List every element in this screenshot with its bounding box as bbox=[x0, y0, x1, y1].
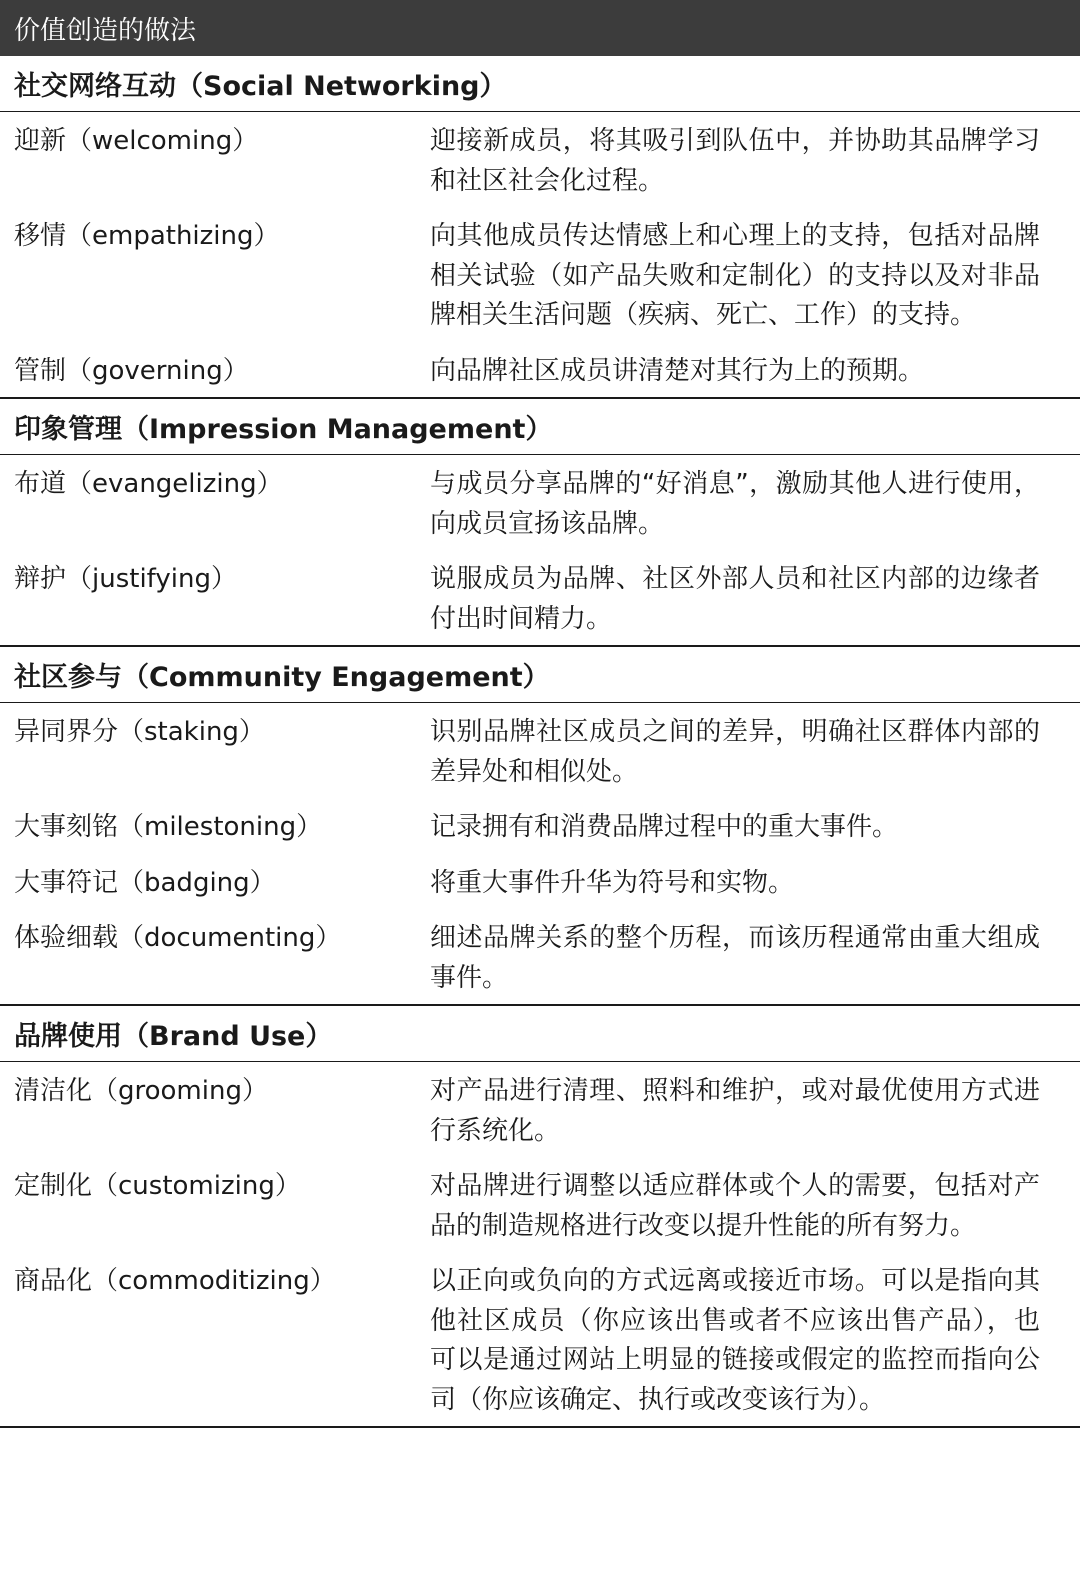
section-rows bbox=[0, 703, 1080, 1004]
practice-description: 细述品牌关系的整个历程，而该历程通常由重大组成事件。 bbox=[430, 923, 1040, 993]
practice-description: 对品牌进行调整以适应群体或个人的需要，包括对产品的制造规格进行改变以提升性能的所有努力。 bbox=[430, 1171, 1040, 1241]
section-rows bbox=[0, 455, 1080, 645]
practice-term: 移情（empathizing） bbox=[14, 221, 280, 251]
practice-description: 以正向或负向的方式远离或接近市场。可以是指向其他社区成员（你应该出售或者不应该出售产品），也可以是通过网站上明显的链接或假定的监控而指向公司（你应该确定、执行或改变该行为）。 bbox=[430, 1266, 1040, 1415]
section-title: 社交网络互动（Social Networking） bbox=[0, 56, 1080, 112]
practice-description: 迎接新成员，将其吸引到队伍中，并协助其品牌学习和社区社会化过程。 bbox=[430, 126, 1040, 196]
practice-term: 辩护（justifying） bbox=[14, 564, 237, 594]
table-row bbox=[0, 560, 1080, 639]
section-title: 印象管理（Impression Management） bbox=[0, 399, 1080, 455]
table-row bbox=[0, 217, 1080, 336]
practice-term: 定制化（customizing） bbox=[14, 1171, 301, 1201]
section-title: 社区参与（Community Engagement） bbox=[0, 647, 1080, 703]
practice-term: 大事刻铭（milestoning） bbox=[14, 812, 323, 842]
practice-description: 向品牌社区成员讲清楚对其行为上的预期。 bbox=[430, 355, 925, 386]
table-row bbox=[0, 864, 1080, 904]
practice-term: 体验细载（documenting） bbox=[14, 923, 342, 953]
table-title: 价值创造的做法 bbox=[14, 15, 197, 46]
section-rows bbox=[0, 112, 1080, 397]
practice-description: 对产品进行清理、照料和维护，或对最优使用方式进行系统化。 bbox=[430, 1076, 1040, 1146]
table-row bbox=[0, 1262, 1080, 1420]
table-row bbox=[0, 713, 1080, 792]
practice-term: 清洁化（grooming） bbox=[14, 1076, 268, 1106]
practice-description: 与成员分享品牌的“好消息”，激励其他人进行使用，向成员宣扬该品牌。 bbox=[430, 469, 1040, 539]
practice-description: 将重大事件升华为符号和实物。 bbox=[430, 867, 795, 898]
section-community-engagement bbox=[0, 647, 1080, 1006]
table-row bbox=[0, 465, 1080, 544]
table-row bbox=[0, 1072, 1080, 1151]
section-brand-use bbox=[0, 1006, 1080, 1428]
practice-description: 识别品牌社区成员之间的差异，明确社区群体内部的差异处和相似处。 bbox=[430, 717, 1040, 787]
section-title: 品牌使用（Brand Use） bbox=[0, 1006, 1080, 1062]
practice-description: 记录拥有和消费品牌过程中的重大事件。 bbox=[430, 812, 899, 842]
section-rows bbox=[0, 1062, 1080, 1426]
practice-term: 管制（governing） bbox=[14, 355, 249, 386]
table-row bbox=[0, 352, 1080, 392]
practice-term: 异同界分（staking） bbox=[14, 717, 265, 747]
section-social-networking bbox=[0, 56, 1080, 399]
table-row bbox=[0, 919, 1080, 998]
table-header bbox=[0, 0, 1080, 56]
practice-term: 商品化（commoditizing） bbox=[14, 1266, 336, 1296]
section-impression-management bbox=[0, 399, 1080, 647]
practice-description: 向其他成员传达情感上和心理上的支持，包括对品牌相关试验（如产品失败和定制化）的支持以及对非品牌相关生活问题（疾病、死亡、工作）的支持。 bbox=[430, 221, 1040, 330]
table-row bbox=[0, 1167, 1080, 1246]
practice-term: 大事符记（badging） bbox=[14, 867, 276, 898]
practice-description: 说服成员为品牌、社区外部人员和社区内部的边缘者付出时间精力。 bbox=[430, 564, 1040, 634]
practice-term: 迎新（welcoming） bbox=[14, 126, 259, 156]
practice-term: 布道（evangelizing） bbox=[14, 469, 283, 499]
table-row bbox=[0, 808, 1080, 848]
table-row bbox=[0, 122, 1080, 201]
